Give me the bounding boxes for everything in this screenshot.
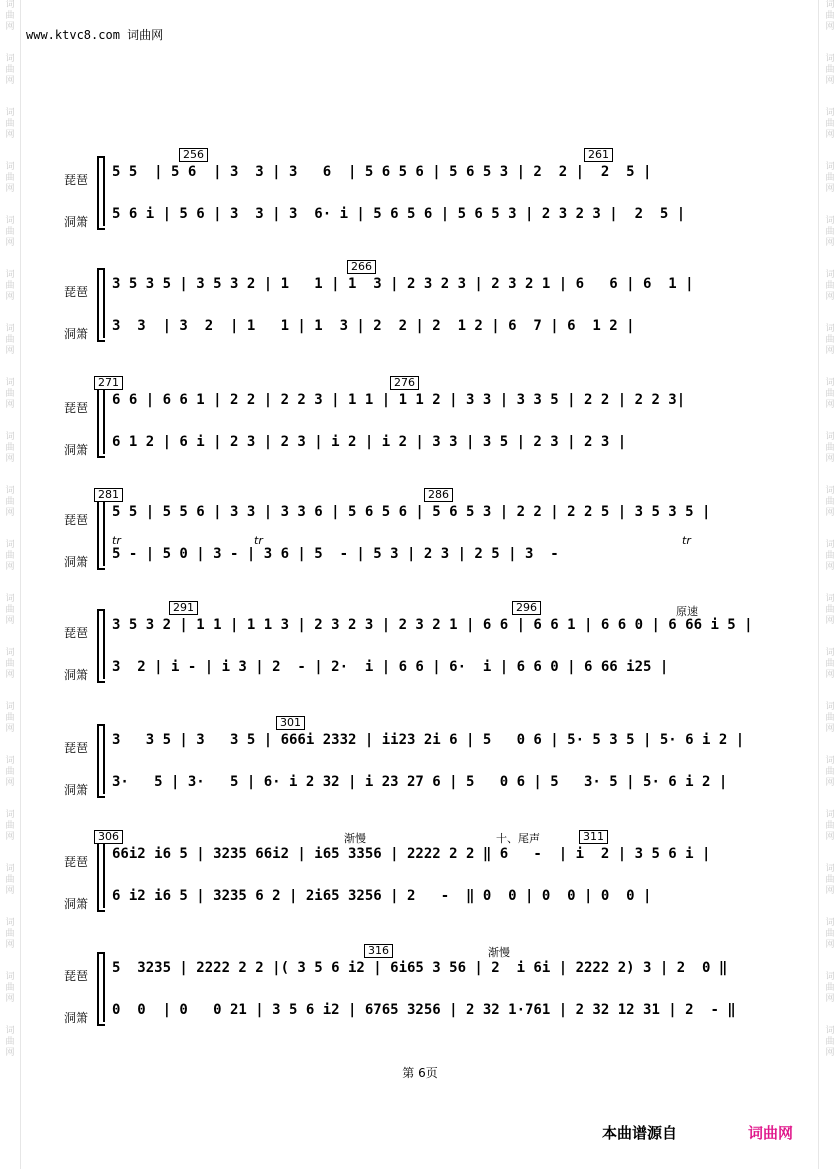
score-system	[64, 603, 774, 693]
system-bar	[103, 838, 105, 908]
watermark-glyph: 网	[825, 940, 835, 950]
watermark-glyph: 网	[5, 886, 15, 896]
trill-ornament: tr	[112, 534, 121, 547]
watermark-glyph: 曲	[5, 821, 15, 831]
watermark-glyph: 词	[825, 108, 835, 118]
watermark-glyph: 词	[5, 54, 15, 64]
watermark-glyph: 曲	[825, 713, 835, 723]
watermark-glyph: 网	[5, 76, 15, 86]
score-system	[64, 946, 774, 1036]
watermark-right	[822, 0, 838, 1169]
watermark-glyph: 网	[825, 76, 835, 86]
watermark-glyph: 曲	[5, 497, 15, 507]
bar-number: 311	[579, 830, 608, 844]
part-name-pipa: 琵琶	[64, 401, 89, 415]
bar-number: 306	[94, 830, 123, 844]
watermark-glyph: 曲	[825, 173, 835, 183]
part-name-dongxiao: 洞箫	[64, 783, 89, 797]
trill-ornament: tr	[254, 534, 263, 547]
tempo-marking: 渐慢	[344, 832, 366, 845]
part-name-pipa: 琵琶	[64, 969, 89, 983]
bar-number: 281	[94, 488, 123, 502]
watermark-glyph: 词	[5, 810, 15, 820]
watermark-glyph: 词	[5, 162, 15, 172]
watermark-glyph: 曲	[5, 551, 15, 561]
source-label: 本曲谱源自	[602, 1124, 678, 1142]
tempo-marking: 十、尾声	[496, 832, 540, 845]
watermark-glyph: 词	[825, 702, 835, 712]
watermark-glyph: 网	[5, 994, 15, 1004]
dongxiao-notation: 0 0 | 0 0 21 | 3 5 6 i2 | 6765 3256 | 2 32 1·761 | 2 32 12 31 | 2 - ‖	[112, 1002, 736, 1018]
part-name-pipa: 琵琶	[64, 741, 89, 755]
watermark-glyph: 曲	[825, 821, 835, 831]
watermark-glyph: 词	[825, 324, 835, 334]
watermark-glyph: 曲	[825, 11, 835, 21]
watermark-glyph: 词	[5, 702, 15, 712]
bar-number: 316	[364, 944, 393, 958]
watermark-glyph: 网	[825, 994, 835, 1004]
watermark-glyph: 网	[5, 22, 15, 32]
watermark-glyph: 词	[825, 972, 835, 982]
watermark-glyph: 曲	[825, 281, 835, 291]
watermark-glyph: 曲	[5, 65, 15, 75]
pipa-notation: 66i2 i6 5 | 3235 66i2 | i65 3356 | 2222 2 2 ‖ 6 - | i 2 | 3 5 6 i |	[112, 846, 711, 862]
watermark-glyph: 词	[825, 918, 835, 928]
watermark-glyph: 词	[825, 378, 835, 388]
dongxiao-notation: 3 3 | 3 2 | 1 1 | 1 3 | 2 2 | 2 1 2 | 6 7 | 6 1 2 |	[112, 318, 635, 334]
system-bar	[103, 609, 105, 679]
watermark-glyph: 曲	[5, 659, 15, 669]
watermark-glyph: 曲	[5, 389, 15, 399]
margin-line-left	[20, 0, 21, 1169]
part-name-pipa: 琵琶	[64, 285, 89, 299]
watermark-glyph: 网	[825, 130, 835, 140]
system-bar	[103, 384, 105, 454]
watermark-glyph: 网	[825, 1048, 835, 1058]
watermark-glyph: 曲	[5, 11, 15, 21]
watermark-glyph: 曲	[5, 983, 15, 993]
watermark-glyph: 曲	[5, 335, 15, 345]
watermark-glyph: 网	[5, 670, 15, 680]
part-name-dongxiao: 洞箫	[64, 555, 89, 569]
watermark-glyph: 网	[825, 832, 835, 842]
page-number: 第 6页	[402, 1066, 438, 1080]
watermark-glyph: 曲	[825, 767, 835, 777]
bar-number: 271	[94, 376, 123, 390]
watermark-glyph: 词	[5, 0, 15, 10]
watermark-glyph: 曲	[825, 983, 835, 993]
source-site-link[interactable]: 词曲网	[748, 1124, 794, 1142]
watermark-left	[2, 0, 18, 1169]
watermark-glyph: 网	[5, 778, 15, 788]
watermark-glyph: 词	[825, 810, 835, 820]
part-name-dongxiao: 洞箫	[64, 1011, 89, 1025]
part-name-dongxiao: 洞箫	[64, 668, 89, 682]
score-system	[64, 150, 774, 240]
watermark-glyph: 词	[5, 486, 15, 496]
dongxiao-notation: 6 1 2 | 6 i | 2 3 | 2 3 | i 2 | i 2 | 3 3 | 3 5 | 2 3 | 2 3 |	[112, 434, 627, 450]
watermark-glyph: 词	[5, 972, 15, 982]
watermark-glyph: 曲	[825, 1037, 835, 1047]
watermark-glyph: 曲	[5, 713, 15, 723]
score-system	[64, 832, 774, 922]
pipa-notation: 5 5 | 5 5 6 | 3 3 | 3 3 6 | 5 6 5 6 | 5 6 5 3 | 2 2 | 2 2 5 | 3 5 3 5 |	[112, 504, 711, 520]
pipa-notation: 5 3235 | 2222 2 2 |( 3 5 6 i2 | 6i65 3 56 | 2 i 6i | 2222 2) 3 | 2 0 ‖	[112, 960, 728, 976]
watermark-glyph: 曲	[5, 1037, 15, 1047]
bar-number: 276	[390, 376, 419, 390]
watermark-glyph: 曲	[5, 605, 15, 615]
watermark-glyph: 网	[5, 832, 15, 842]
watermark-glyph: 网	[5, 562, 15, 572]
part-name-dongxiao: 洞箫	[64, 327, 89, 341]
system-bar	[103, 268, 105, 338]
watermark-glyph: 曲	[5, 281, 15, 291]
dongxiao-notation: 3 2 | i - | i 3 | 2 - | 2· i | 6 6 | 6· i | 6 6 0 | 6 66 i25 |	[112, 659, 669, 675]
tempo-marking: 原速	[676, 605, 698, 618]
watermark-glyph: 词	[825, 594, 835, 604]
watermark-glyph: 词	[825, 216, 835, 226]
watermark-glyph: 词	[825, 432, 835, 442]
watermark-glyph: 词	[5, 864, 15, 874]
watermark-glyph: 曲	[5, 119, 15, 129]
part-name-pipa: 琵琶	[64, 513, 89, 527]
watermark-glyph: 词	[5, 378, 15, 388]
watermark-glyph: 曲	[825, 551, 835, 561]
margin-line-right	[818, 0, 819, 1169]
part-name-pipa: 琵琶	[64, 626, 89, 640]
watermark-glyph: 词	[825, 864, 835, 874]
part-name-dongxiao: 洞箫	[64, 215, 89, 229]
watermark-glyph: 网	[5, 346, 15, 356]
watermark-glyph: 网	[825, 616, 835, 626]
dongxiao-notation: 5 6 i | 5 6 | 3 3 | 3 6· i | 5 6 5 6 | 5 6 5 3 | 2 3 2 3 | 2 5 |	[112, 206, 686, 222]
watermark-glyph: 网	[5, 508, 15, 518]
watermark-glyph: 曲	[825, 497, 835, 507]
bar-number: 296	[512, 601, 541, 615]
bar-number: 301	[276, 716, 305, 730]
watermark-glyph: 词	[825, 648, 835, 658]
trill-ornament: tr	[682, 534, 691, 547]
watermark-glyph: 网	[5, 238, 15, 248]
watermark-glyph: 曲	[5, 173, 15, 183]
watermark-glyph: 网	[825, 886, 835, 896]
watermark-glyph: 曲	[5, 767, 15, 777]
bar-number: 261	[584, 148, 613, 162]
watermark-glyph: 网	[5, 400, 15, 410]
watermark-glyph: 词	[5, 216, 15, 226]
watermark-glyph: 网	[5, 724, 15, 734]
watermark-glyph: 网	[825, 346, 835, 356]
part-name-dongxiao: 洞箫	[64, 443, 89, 457]
bar-number: 291	[169, 601, 198, 615]
watermark-glyph: 词	[5, 756, 15, 766]
watermark-glyph: 曲	[825, 119, 835, 129]
watermark-glyph: 曲	[5, 443, 15, 453]
watermark-glyph: 词	[5, 324, 15, 334]
watermark-glyph: 网	[5, 292, 15, 302]
part-name-dongxiao: 洞箫	[64, 897, 89, 911]
watermark-glyph: 曲	[825, 227, 835, 237]
watermark-glyph: 曲	[825, 65, 835, 75]
dongxiao-notation: 5 - | 5 0 | 3 - | 3 6 | 5 - | 5 3 | 2 3 | 2 5 | 3 -	[112, 546, 559, 562]
score-system	[64, 490, 774, 580]
watermark-glyph: 网	[825, 400, 835, 410]
watermark-glyph: 网	[825, 292, 835, 302]
watermark-glyph: 词	[5, 270, 15, 280]
pipa-notation: 6 6 | 6 6 1 | 2 2 | 2 2 3 | 1 1 | 1 1 2 | 3 3 | 3 3 5 | 2 2 | 2 2 3|	[112, 392, 686, 408]
watermark-glyph: 词	[825, 486, 835, 496]
watermark-glyph: 网	[825, 562, 835, 572]
watermark-glyph: 网	[825, 454, 835, 464]
watermark-glyph: 词	[5, 594, 15, 604]
watermark-glyph: 网	[825, 22, 835, 32]
watermark-glyph: 曲	[825, 929, 835, 939]
pipa-notation: 3 3 5 | 3 3 5 | 666i 2332 | ii23 2i 6 | 5 0 6 | 5· 5 3 5 | 5· 6 i 2 |	[112, 732, 745, 748]
bar-number: 256	[179, 148, 208, 162]
watermark-glyph: 曲	[825, 875, 835, 885]
watermark-glyph: 词	[825, 756, 835, 766]
watermark-glyph: 曲	[5, 929, 15, 939]
watermark-glyph: 词	[825, 1026, 835, 1036]
watermark-glyph: 曲	[825, 335, 835, 345]
watermark-glyph: 曲	[5, 875, 15, 885]
watermark-glyph: 词	[5, 108, 15, 118]
pipa-notation: 5 5 | 5 6 | 3 3 | 3 6 | 5 6 5 6 | 5 6 5 3 | 2 2 | 2 5 |	[112, 164, 652, 180]
score-system	[64, 262, 774, 352]
part-name-pipa: 琵琶	[64, 855, 89, 869]
dongxiao-notation: 6 i2 i6 5 | 3235 6 2 | 2i65 3256 | 2 - ‖ 0 0 | 0 0 | 0 0 |	[112, 888, 652, 904]
pipa-notation: 3 5 3 5 | 3 5 3 2 | 1 1 | 1 3 | 2 3 2 3 | 2 3 2 1 | 6 6 | 6 1 |	[112, 276, 694, 292]
watermark-glyph: 曲	[825, 605, 835, 615]
watermark-glyph: 网	[825, 238, 835, 248]
part-name-pipa: 琵琶	[64, 173, 89, 187]
system-bar	[103, 952, 105, 1022]
watermark-glyph: 词	[5, 432, 15, 442]
watermark-glyph: 词	[825, 270, 835, 280]
score-system	[64, 378, 774, 468]
bar-number: 266	[347, 260, 376, 274]
system-bar	[103, 156, 105, 226]
watermark-glyph: 曲	[825, 389, 835, 399]
watermark-glyph: 词	[825, 540, 835, 550]
system-bar	[103, 496, 105, 566]
site-header[interactable]: www.ktvc8.com 词曲网	[26, 28, 164, 42]
watermark-glyph: 网	[825, 508, 835, 518]
watermark-glyph: 词	[5, 918, 15, 928]
watermark-glyph: 网	[825, 778, 835, 788]
watermark-glyph: 词	[5, 540, 15, 550]
watermark-glyph: 词	[825, 162, 835, 172]
system-bar	[103, 724, 105, 794]
watermark-glyph: 词	[825, 0, 835, 10]
watermark-glyph: 曲	[5, 227, 15, 237]
watermark-glyph: 网	[5, 1048, 15, 1058]
score-system	[64, 718, 774, 808]
watermark-glyph: 网	[5, 940, 15, 950]
tempo-marking: 渐慢	[488, 946, 510, 959]
watermark-glyph: 网	[825, 670, 835, 680]
dongxiao-notation: 3· 5 | 3· 5 | 6· i 2 32 | i 23 27 6 | 5 0 6 | 5 3· 5 | 5· 6 i 2 |	[112, 774, 728, 790]
bar-number: 286	[424, 488, 453, 502]
watermark-glyph: 词	[5, 1026, 15, 1036]
watermark-glyph: 词	[825, 54, 835, 64]
pipa-notation: 3 5 3 2 | 1 1 | 1 1 3 | 2 3 2 3 | 2 3 2 1 | 6 6 | 6 6 1 | 6 6 0 | 6 66 i 5 |	[112, 617, 753, 633]
watermark-glyph: 网	[5, 184, 15, 194]
watermark-glyph: 网	[5, 454, 15, 464]
watermark-glyph: 词	[5, 648, 15, 658]
watermark-glyph: 网	[5, 616, 15, 626]
watermark-glyph: 网	[825, 184, 835, 194]
watermark-glyph: 网	[825, 724, 835, 734]
watermark-glyph: 曲	[825, 443, 835, 453]
watermark-glyph: 网	[5, 130, 15, 140]
watermark-glyph: 曲	[825, 659, 835, 669]
